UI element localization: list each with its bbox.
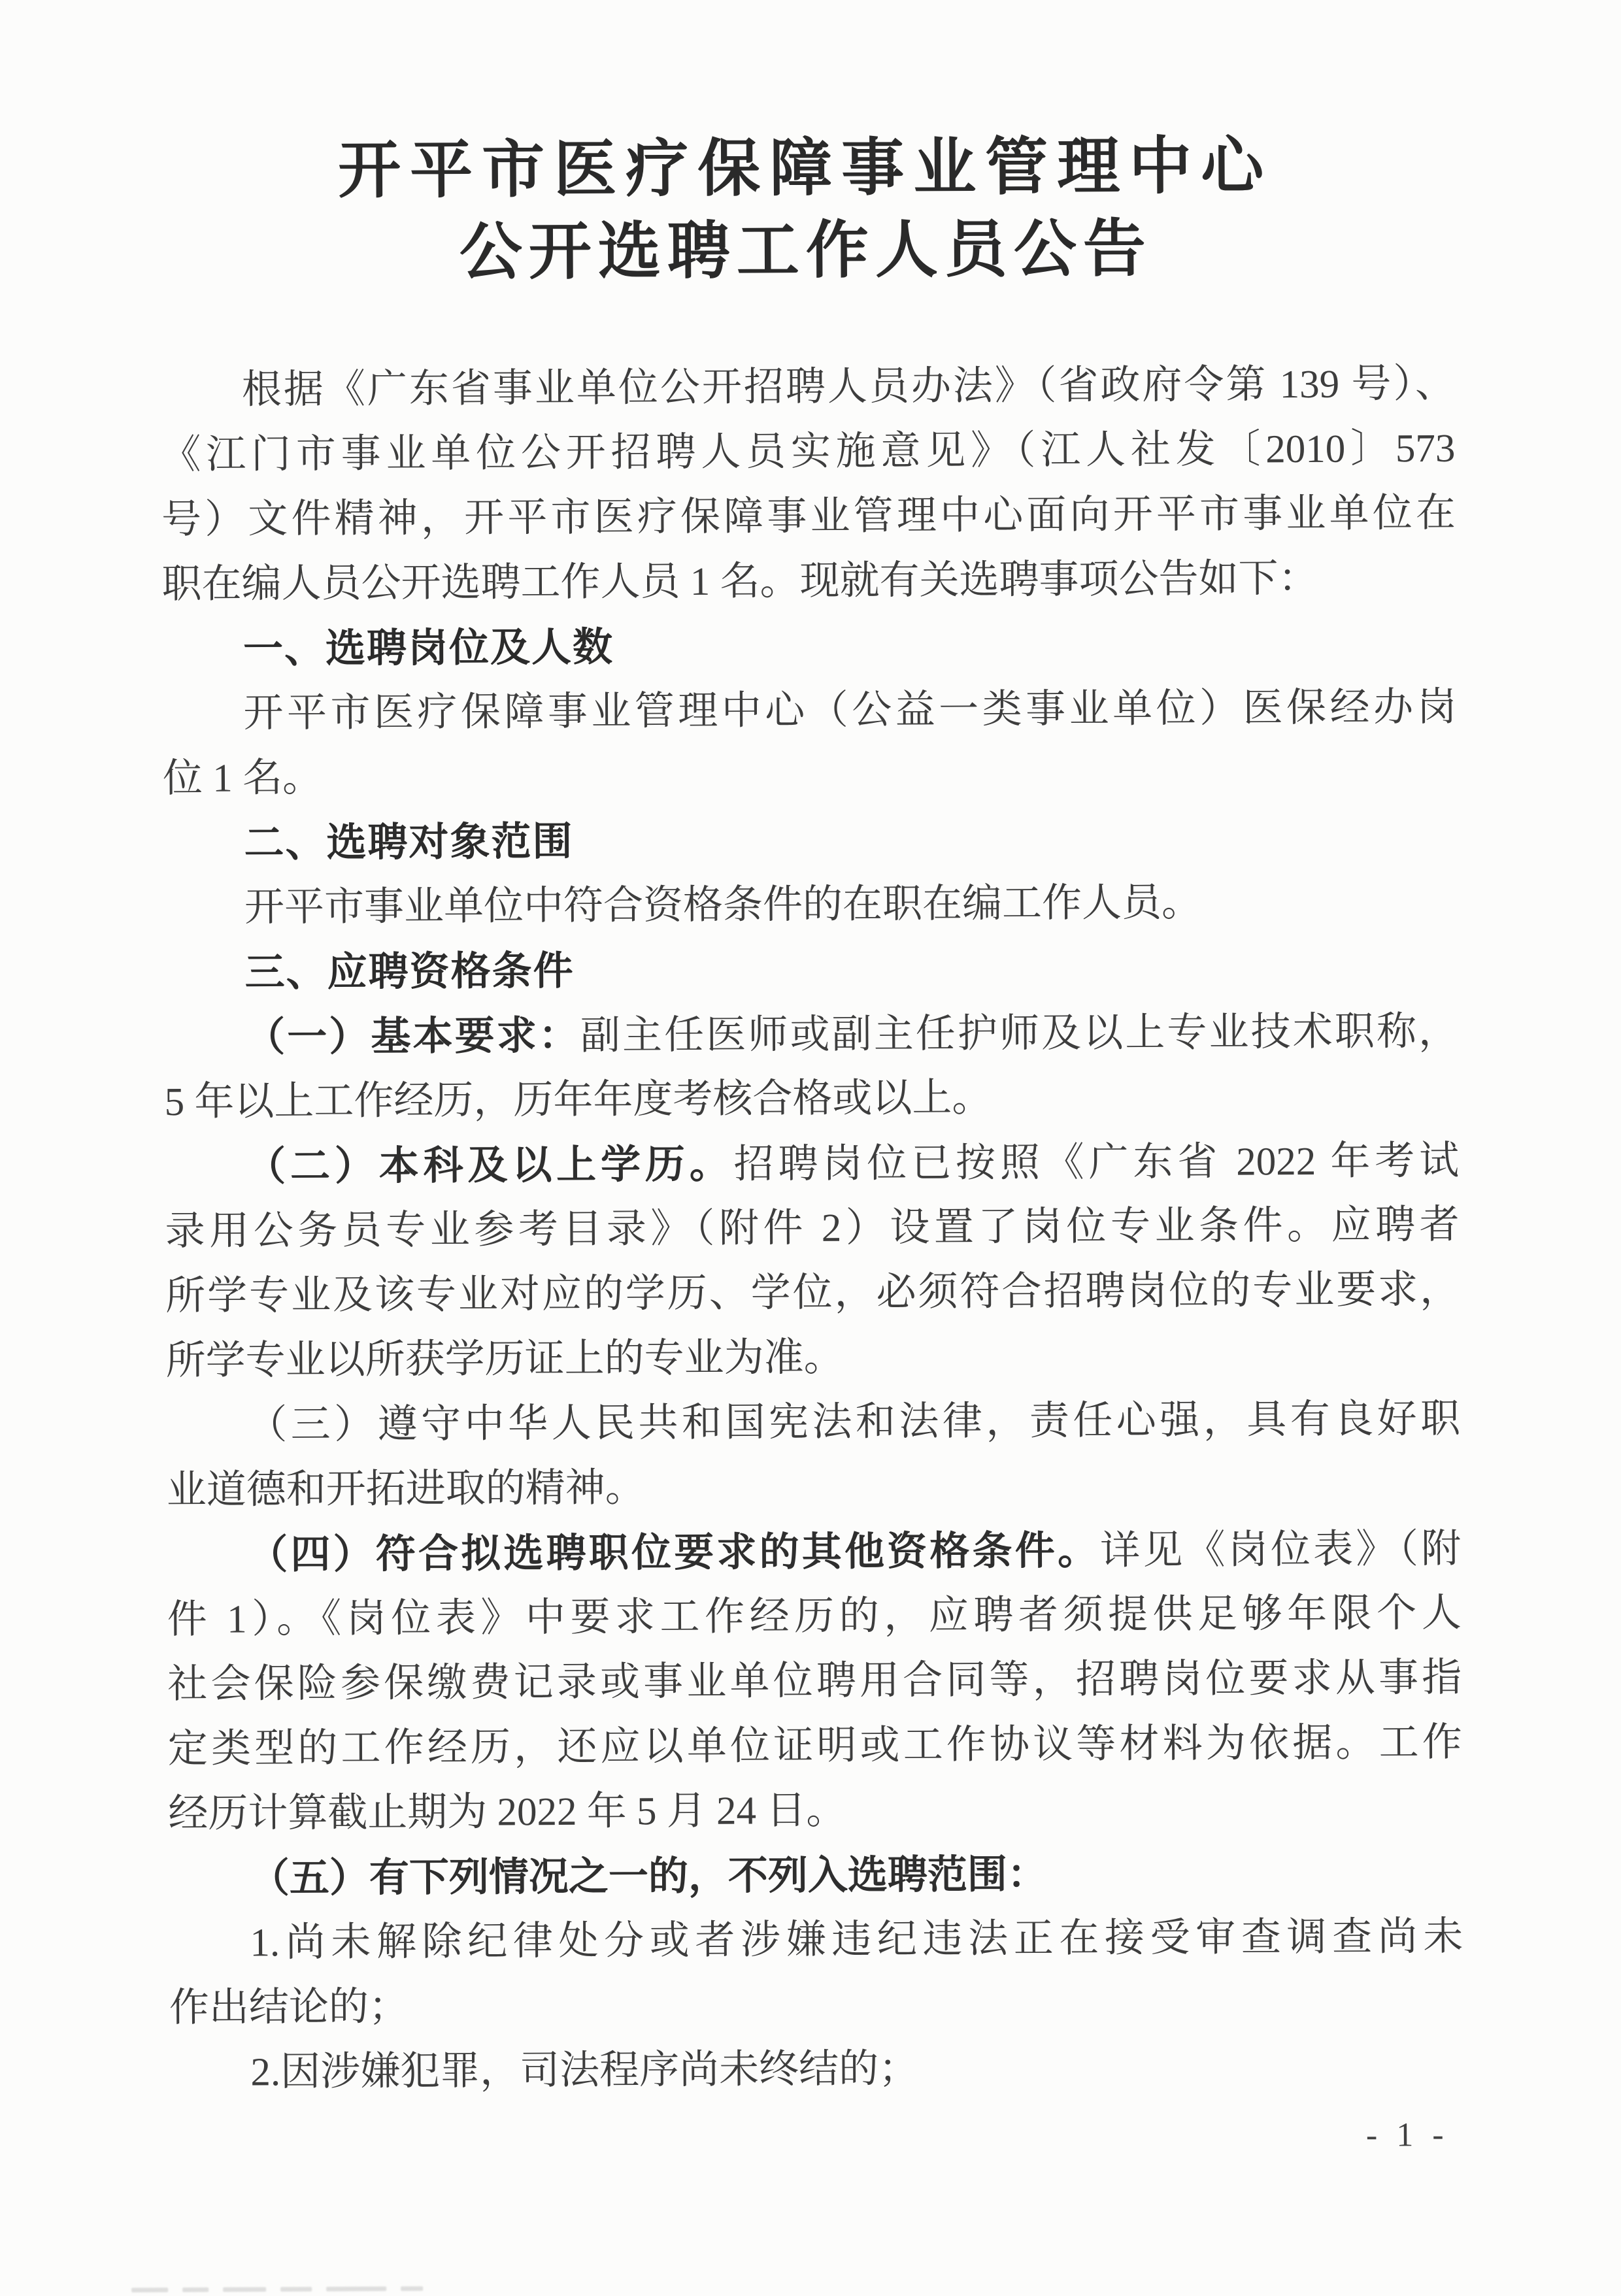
text-run: 5 年以上工作经历，历年年度考核合格或以上。: [164, 1076, 992, 1125]
text-run: 根据《广东省事业单位公开招聘人员办法》（省政府令第 139 号）、: [241, 361, 1456, 412]
section-heading: [163, 934, 1458, 1005]
text-line: [163, 869, 1458, 940]
text-run: （二）本科及以上学历。: [245, 1141, 734, 1189]
text-run: 作出结论的；: [169, 1985, 409, 2031]
text-run: 《江门市事业单位公开招聘人员实施意见》（江人社发〔2010〕573: [161, 426, 1456, 478]
text-line: [165, 1193, 1459, 1264]
text-run: 招聘岗位已按照《广东省 2022 年考试: [733, 1139, 1460, 1187]
text-run: 号）文件精神，开平市医疗保障事业管理中心面向开平市事业单位在: [161, 491, 1456, 542]
text-run: 副主任医师或副主任护师及以上专业技术职称，: [580, 1009, 1459, 1058]
text-run: （五）有下列情况之一的，不列入选聘范围：: [249, 1852, 1048, 1901]
text-run: 职在编人员公开选聘工作人员 1 名。现就有关选聘事项公告如下：: [161, 556, 1318, 607]
text-run: 定类型的工作经历，还应以单位证明或工作协议等材料为依据。工作: [167, 1720, 1462, 1772]
text-line: [169, 2034, 1463, 2105]
text-run: （四）符合拟选聘职位要求的其他资格条件。: [248, 1527, 1101, 1577]
text-run: 2.因涉嫌犯罪，司法程序尚未终结的；: [250, 2047, 919, 2095]
page-number: - 1 -: [1365, 2116, 1449, 2154]
text-line: [164, 1063, 1458, 1135]
text-run: （一）基本要求：: [244, 1012, 581, 1059]
section-heading: [162, 610, 1456, 682]
text-line: [161, 416, 1455, 488]
text-line: [168, 1775, 1462, 1846]
text-run: 社会保险参保缴费记录或事业单位聘用合同等，招聘岗位要求从事指: [167, 1655, 1462, 1707]
text-run: 开平市医疗保障事业管理中心（公益一类事业单位）医保经办岗: [243, 685, 1457, 736]
section-heading: [163, 805, 1457, 876]
text-line: [167, 1516, 1461, 1588]
text-line: [164, 999, 1458, 1070]
text-run: 1.尚未解除纪律处分或者涉嫌违纪违法正在接受审查调查尚未: [250, 1914, 1463, 1965]
title-line-2: 公开选聘工作人员公告: [459, 214, 1153, 288]
text-run: 录用公务员专业参考目录》（附件 2）设置了岗位专业条件。应聘者: [165, 1203, 1460, 1254]
title-line-1: 开平市医疗保障事业管理中心: [337, 131, 1273, 206]
text-line: [165, 1257, 1460, 1329]
text-line: [168, 1710, 1462, 1782]
text-line: [161, 546, 1456, 617]
text-line: [169, 1840, 1463, 1911]
text-line: [166, 1387, 1460, 1458]
text-line: [167, 1646, 1462, 1717]
text-run: 件 1）。《岗位表》中要求工作经历的，应聘者须提供足够年限个人: [167, 1591, 1462, 1642]
text-run: （三）遵守中华人民共和国宪法和法律，责任心强，具有良好职: [247, 1397, 1461, 1448]
text-line: [161, 481, 1456, 552]
text-line: [169, 1969, 1463, 2040]
text-line: [163, 740, 1457, 811]
text-run: 开平市事业单位中符合资格条件的在职在编工作人员。: [244, 880, 1202, 930]
text-run: 三、应聘资格条件: [244, 948, 575, 995]
text-run: 一、选聘岗位及人数: [242, 624, 614, 671]
document-title: [0, 124, 1616, 297]
text-line: [165, 1322, 1460, 1393]
text-run: 位 1 名。: [162, 756, 323, 801]
text-run: 所学专业及该专业对应的学历、学位，必须符合招聘岗位的专业要求，: [165, 1267, 1460, 1319]
text-run: 详见《岗位表》（附: [1099, 1527, 1462, 1573]
text-run: 二、选聘对象范围: [244, 818, 574, 865]
text-line: [165, 1128, 1459, 1199]
document-body: [161, 352, 1464, 2105]
text-line: [167, 1581, 1462, 1652]
text-run: 经历计算截止期为 2022 年 5 月 24 日。: [168, 1788, 846, 1837]
text-line: [161, 352, 1455, 423]
text-run: 业道德和开拓进取的精神。: [166, 1466, 645, 1513]
text-line: [162, 675, 1456, 746]
text-line: [169, 1905, 1463, 1976]
text-line: [166, 1452, 1460, 1523]
text-run: 所学专业以所获学历证上的专业为准。: [165, 1335, 844, 1384]
